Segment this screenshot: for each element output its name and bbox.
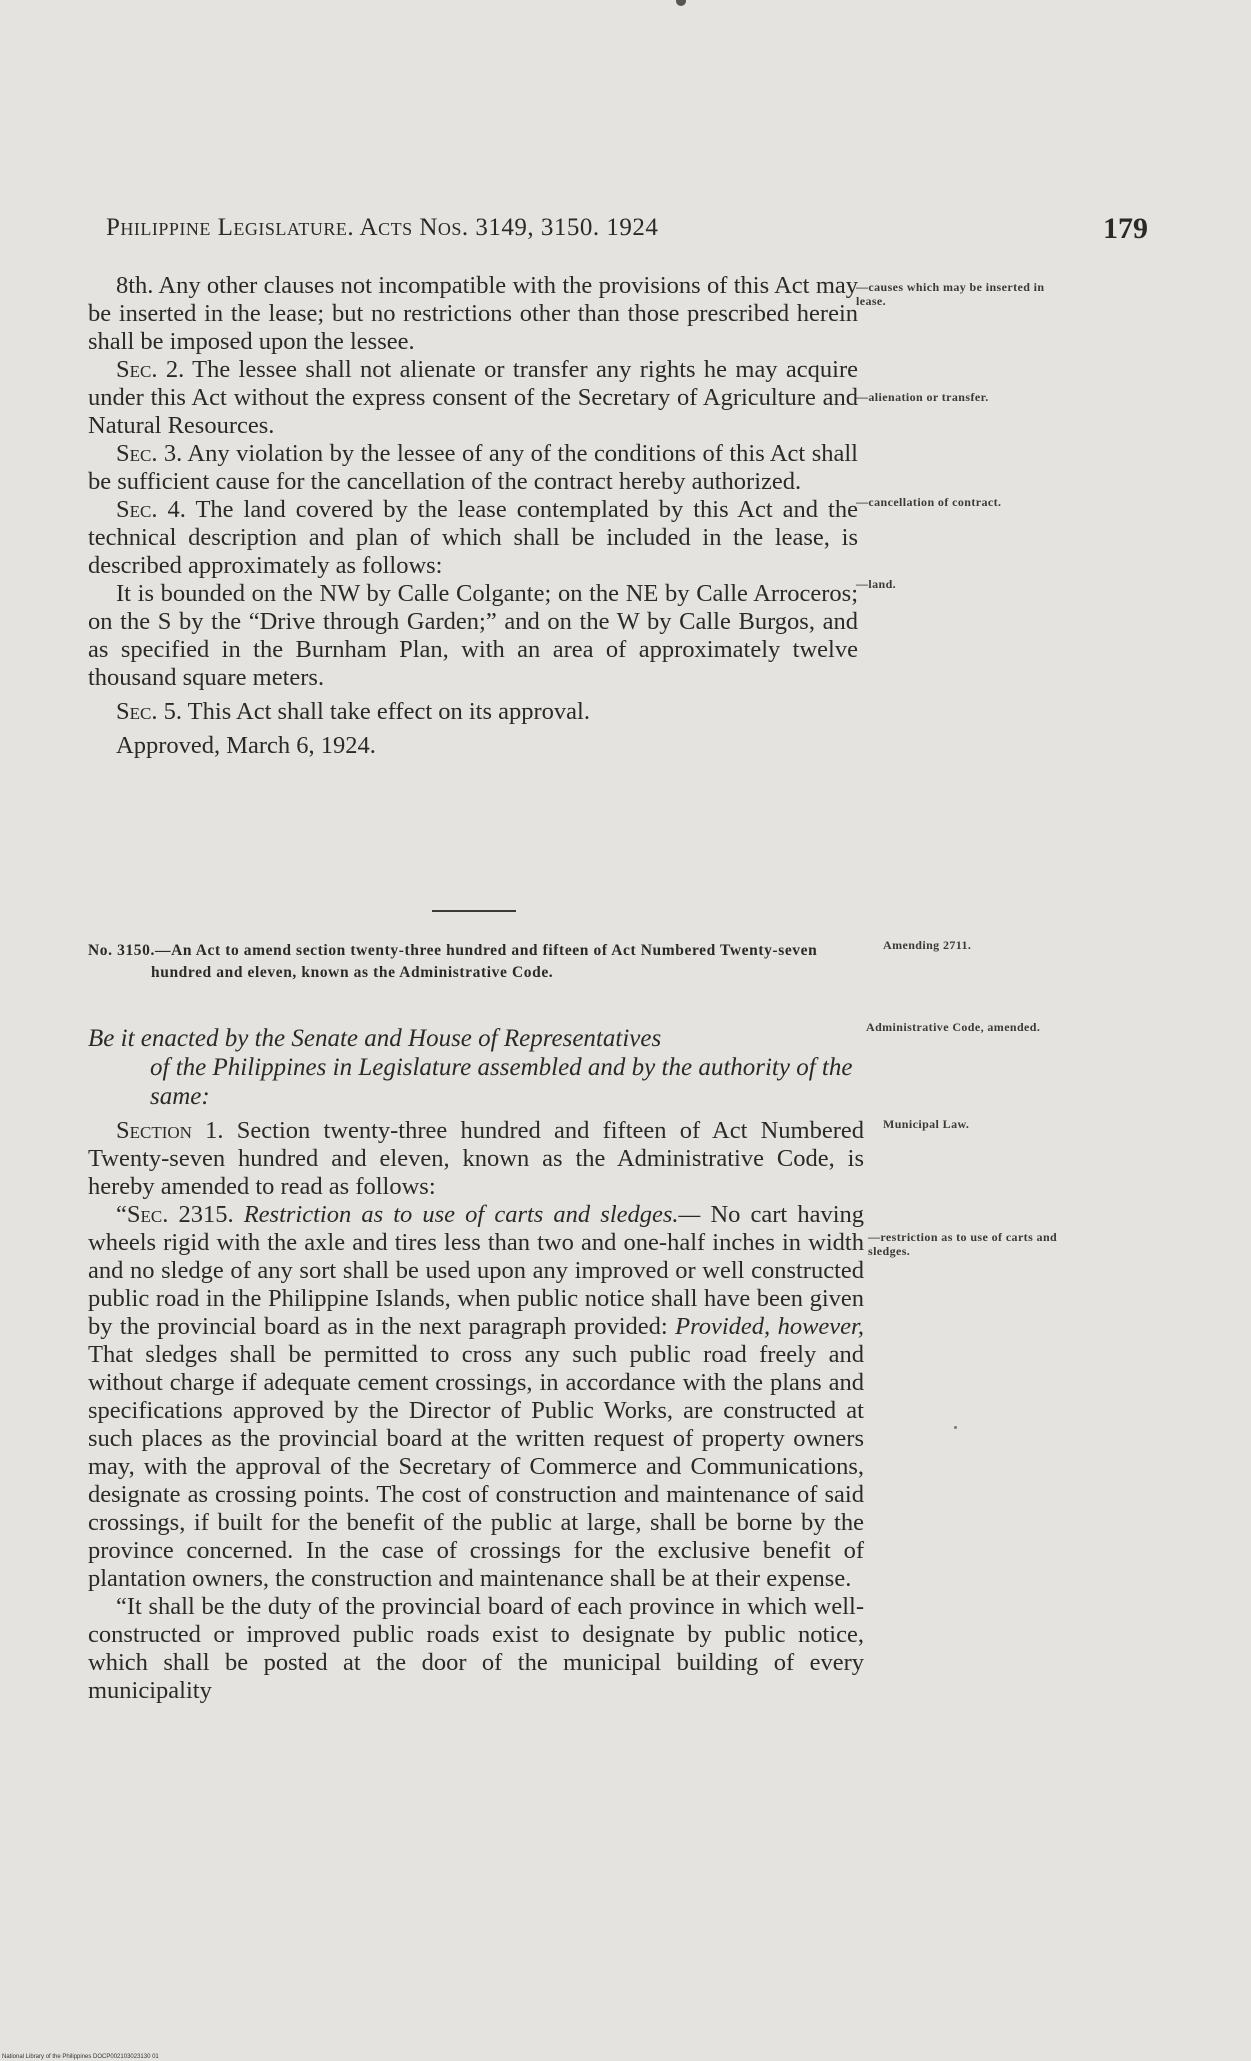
margin-note-amending: Amending 2711. bbox=[883, 938, 972, 952]
enacting-line-1: Be it enacted by the Senate and House of Representatives bbox=[88, 1025, 662, 1052]
section-label: Sec. 4. bbox=[116, 496, 186, 523]
item-8-paragraph: 8th. Any other clauses not incompatible with the provisions of this Act may be inserted in the lease; but no restrictions other than those prescribed herein shall be imposed upon the lessee. bbox=[88, 272, 858, 355]
boundary-description: It is bounded on the NW by Calle Colgante; on the NE by Calle Arroceros; on the S by the “Drive through Garden;” and on the W by Calle Burgos, and as specified in the Burnham Plan, with an area of approximately twelve thousand square meters. bbox=[88, 580, 858, 691]
act-3149-body bbox=[88, 272, 858, 760]
duty-paragraph: “It shall be the duty of the provincial board of each province in which well-constructed or improved public roads exist to designate by public notice, which shall be posted at the door of the municipal building of every municipality bbox=[88, 1593, 864, 1704]
margin-note-alienation: —alienation or transfer. bbox=[856, 390, 989, 404]
enacting-line-2: of the Philippines in Legislature assembled and by the authority of the same: bbox=[150, 1054, 853, 1110]
enacting-clause bbox=[88, 1024, 860, 1111]
section-text: The lessee shall not alienate or transfer any rights he may acquire under this Act without the express consent of the Secretary of Agriculture and Natural Resources. bbox=[88, 356, 858, 439]
margin-note-causes: —causes which may be inserted in lease. bbox=[856, 280, 1045, 308]
section-2315-paragraph bbox=[88, 1201, 864, 1593]
act-3150-heading bbox=[88, 940, 858, 984]
proviso: Provided, however, bbox=[675, 1313, 864, 1340]
scan-speck bbox=[676, 0, 686, 6]
section-text-continued: That sledges shall be permitted to cross any such public road freely and without charge if adequate cement crossings, in accordance with the plans and specifications approved by the Director of Public Works, are constructed at such places as the provincial board at the written request of property owners may, with the approval of the Secretary of Commerce and Communications, designate as crossing points. The cost of construction and maintenance of said crossings, if built for the benefit of the public at large, shall be borne by the province concerned. In the case of crossings for the exclusive benefit of plantation owners, the construction and maintenance shall be at their expense. bbox=[88, 1341, 864, 1592]
section-title: Restriction as to use of carts and sledges.— bbox=[233, 1201, 701, 1228]
section-label: Section 1. bbox=[116, 1117, 224, 1144]
section-text: No cart having wheels rigid with the axle and tires less than two and one-half inches in width and no sledge of any sort shall be used upon any improved or well constructed public road in the Philippine Islands, when public notice shall have been given by the provincial board as in the next paragraph provided: bbox=[88, 1201, 864, 1340]
section-label: Sec. 2. bbox=[116, 356, 185, 383]
approval-date: Approved, March 6, 1924. bbox=[116, 732, 376, 759]
section-label: “Sec. 2315. bbox=[116, 1201, 234, 1228]
section-5-paragraph bbox=[88, 698, 858, 726]
section-1-paragraph bbox=[88, 1117, 864, 1201]
running-head: Philippine Legislature. Acts Nos. 3149, 3150. 1924 bbox=[106, 214, 659, 241]
margin-note-restriction: —restriction as to use of carts and sledges. bbox=[868, 1230, 1058, 1258]
page-number: 179 bbox=[1103, 212, 1148, 245]
section-text: This Act shall take effect on its approval. bbox=[181, 698, 590, 725]
section-divider bbox=[432, 910, 516, 912]
margin-note-admin-code: Administrative Code, amended. bbox=[866, 1020, 1041, 1034]
act-3150-body bbox=[88, 1117, 864, 1705]
section-4-paragraph bbox=[88, 496, 858, 580]
margin-note-land: —land. bbox=[856, 577, 897, 591]
section-label: Sec. 5. bbox=[116, 698, 182, 725]
section-label: Sec. 3. bbox=[116, 440, 183, 467]
section-3-paragraph bbox=[88, 440, 858, 496]
margin-note-municipal: Municipal Law. bbox=[883, 1117, 970, 1131]
section-text: The land covered by the lease contemplated by this Act and the technical description and plan of which shall be included in the lease, is described approximately as follows: bbox=[88, 496, 858, 579]
scan-speck bbox=[954, 1426, 957, 1429]
margin-note-cancellation: —cancellation of contract. bbox=[856, 495, 1002, 509]
section-text: Any violation by the lessee of any of the conditions of this Act shall be sufficient cause for the cancellation of the contract hereby authorized. bbox=[88, 440, 858, 495]
section-text: Section twenty-three hundred and fifteen of Act Numbered Twenty-seven hundred and eleven, known as the Administrative Code, is hereby amended to read as follows: bbox=[88, 1117, 865, 1200]
section-2-paragraph bbox=[88, 356, 858, 440]
act-title: No. 3150.—An Act to amend section twenty-three hundred and fifteen of Act Numbered Twenty-seven hundred and eleven, known as the Administrative Code. bbox=[88, 942, 818, 981]
scan-source-footer: National Library of the Philippines DOCP002103023130 01 bbox=[2, 2054, 159, 2060]
